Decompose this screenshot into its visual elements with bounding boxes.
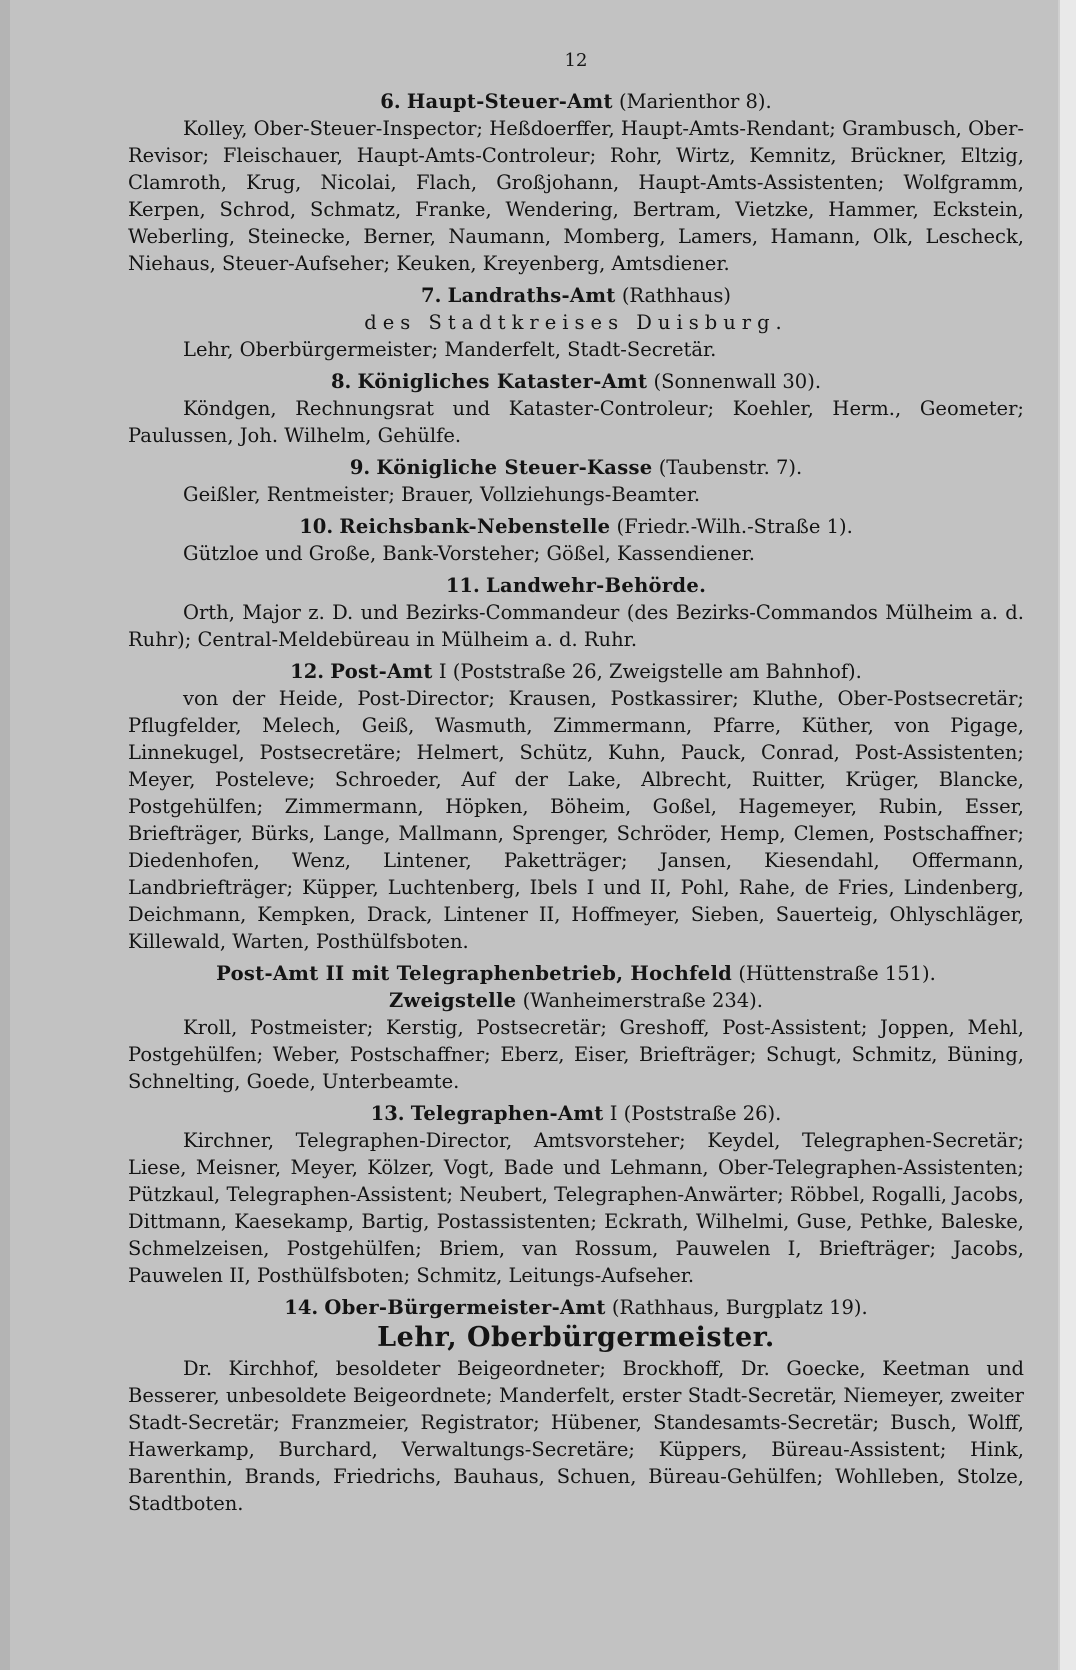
section-subtitle: des Stadtkreises Duisburg. [364, 311, 788, 334]
section-number: 9. [349, 456, 371, 479]
section-address: I (Poststraße 26, Zweigstelle am Bahnhof). [438, 660, 862, 683]
section-number: 6. [380, 90, 401, 113]
section-heading [128, 1100, 1024, 1127]
section-heading [128, 368, 1024, 395]
section-heading [128, 658, 1024, 685]
section-address: (Hüttenstraße 151). [738, 962, 936, 985]
section-body: Lehr, Oberbürgermeister; Manderfelt, Stadt-Secretär. [183, 338, 717, 361]
section-number: 14. [284, 1296, 319, 1319]
section-number: 12. [290, 660, 325, 683]
section-body: Kirchner, Telegraphen-Director, Amtsvorsteher; Keydel, Telegraphen-Secretär; Liese, Meisner, Meyer, Kölzer, Vogt, Bade und Lehmann, Ober-Telegraphen-Assistenten; Pützkaul, Telegraphen-Assistent; Neubert, Telegraphen-Anwärter; Röbbel, Rogalli, Jacobs, Dittmann, Kaesekamp, Bartig, Postassistenten; Eckrath, Wilhelmi, Guse, Pethke, Baleske, Schmelzeisen, Postgehülfen; Briem, van Rossum, Pauwelen I, Briefträger; Jacobs, Pauwelen II, Posthülfsboten; Schmitz, Leitungs-Aufseher. [128, 1129, 1024, 1287]
section-name: Reichsbank-Nebenstelle [339, 515, 611, 538]
section-number: 11. [445, 574, 480, 597]
mayor-name: Lehr, Oberbürgermeister. [377, 1322, 775, 1353]
section-name: Königliches Kataster-Amt [357, 370, 648, 393]
section-name: Telegraphen-Amt [410, 1102, 604, 1125]
page-text [128, 50, 1024, 1522]
branch-heading [128, 987, 1024, 1014]
section-body: Gützloe und Große, Bank-Vorsteher; Gößel, Kassendiener. [183, 542, 756, 565]
branch-address: (Wanheimerstraße 234). [522, 989, 763, 1012]
section-address: (Sonnenwall 30). [653, 370, 822, 393]
branch-name: Zweigstelle [388, 989, 517, 1012]
section-name: Königliche Steuer-Kasse [376, 456, 653, 479]
section-body: Köndgen, Rechnungsrat und Kataster-Controleur; Koehler, Herm., Geometer; Paulussen, Joh. Wilhelm, Gehülfe. [128, 397, 1024, 447]
section-address: (Rathhaus) [621, 284, 731, 307]
section-heading [128, 88, 1024, 115]
section-body: Orth, Major z. D. und Bezirks-Commandeur (des Bezirks-Commandos Mülheim a. d. Ruhr); Central-Meldebüreau in Mülheim a. d. Ruhr. [128, 601, 1024, 651]
section-number: 13. [370, 1102, 405, 1125]
section-address: (Marienthor 8). [619, 90, 772, 113]
section-heading [128, 572, 1024, 599]
section-address: I (Poststraße 26). [609, 1102, 782, 1125]
section-body: von der Heide, Post-Director; Krausen, Postkassirer; Kluthe, Ober-Postsecretär; Pflugfelder, Melech, Geiß, Wasmuth, Zimmermann, Pfarre, Küther, von Pigage, Linnekugel, Postsecretäre; Helmert, Schütz, Kuhn, Pauck, Conrad, Post-Assistenten; Meyer, Posteleve; Schroeder, Auf der Lake, Albrecht, Ruitter, Krüger, Blancke, Postgehülfen; Zimmermann, Höpken, Böheim, Goßel, Hagemeyer, Rubin, Esser, Briefträger, Bürks, Lange, Mallmann, Sprenger, Schröder, Hemp, Clemen, Postschaffner; Diedenhofen, Wenz, Lintener, Paketträger; Jansen, Kiesendahl, Offermann, Landbriefträger; Küpper, Luchtenberg, Ibels I und II, Pohl, Rahe, de Fries, Lindenberg, Deichmann, Kempken, Drack, Lintener II, Hoffmeyer, Sieben, Sauerteig, Ohlyschläger, Killewald, Warten, Posthülfsboten. [128, 687, 1024, 953]
section-address: (Taubenstr. 7). [658, 456, 803, 479]
section-heading [128, 454, 1024, 481]
page-edge [1058, 0, 1076, 1670]
section-name: Ober-Bürgermeister-Amt [324, 1296, 606, 1319]
page-number: 12 [564, 50, 588, 71]
section-heading [128, 1294, 1024, 1321]
section-body: Geißler, Rentmeister; Brauer, Vollziehungs-Beamter. [183, 483, 701, 506]
section-name: Haupt-Steuer-Amt [406, 90, 613, 113]
section-name: Post-Amt [330, 660, 433, 683]
section-body: Kroll, Postmeister; Kerstig, Postsecretär; Greshoff, Post-Assistent; Joppen, Mehl, Postgehülfen; Weber, Postschaffner; Eberz, Eiser, Briefträger; Schugt, Schmitz, Büning, Schnelting, Goede, Unterbeamte. [128, 1016, 1024, 1093]
section-number: 10. [299, 515, 334, 538]
section-address: (Friedr.-Wilh.-Straße 1). [616, 515, 853, 538]
section-body: Kolley, Ober-Steuer-Inspector; Heßdoerffer, Haupt-Amts-Rendant; Grambusch, Ober-Revisor; Fleischauer, Haupt-Amts-Controleur; Rohr, Wirtz, Kemnitz, Brückner, Eltzig, Clamroth, Krug, Nicolai, Flach, Großjohann, Haupt-Amts-Assistenten; Wolfgramm, Kerpen, Schrod, Schmatz, Franke, Wendering, Bertram, Vietzke, Hammer, Eckstein, Weberling, Steinecke, Berner, Naumann, Momberg, Lamers, Hamann, Olk, Lescheck, Niehaus, Steuer-Aufseher; Keuken, Kreyenberg, Amtsdiener. [128, 117, 1024, 275]
section-body: Dr. Kirchhof, besoldeter Beigeordneter; Brockhoff, Dr. Goecke, Keetman und Besserer, unbesoldete Beigeordnete; Manderfelt, erster Stadt-Secretär, Niemeyer, zweiter Stadt-Secretär; Franzmeier, Registrator; Hübener, Standesamts-Secretär; Busch, Wolff, Hawerkamp, Burchard, Verwaltungs-Secretäre; Küppers, Büreau-Assistent; Hink, Barenthin, Brands, Friedrichs, Bauhaus, Schuen, Büreau-Gehülfen; Wohlleben, Stolze, Stadtboten. [128, 1357, 1024, 1515]
section-name: Post-Amt II mit Telegraphenbetrieb, Hochfeld [216, 962, 733, 985]
section-heading [128, 282, 1024, 309]
section-number: 7. [421, 284, 442, 307]
section-address: (Rathhaus, Burgplatz 19). [611, 1296, 868, 1319]
section-heading [128, 960, 1024, 987]
section-heading [128, 513, 1024, 540]
section-number: 8. [330, 370, 352, 393]
section-name: Landwehr-Behörde. [485, 574, 707, 597]
section-name: Landraths-Amt [447, 284, 616, 307]
